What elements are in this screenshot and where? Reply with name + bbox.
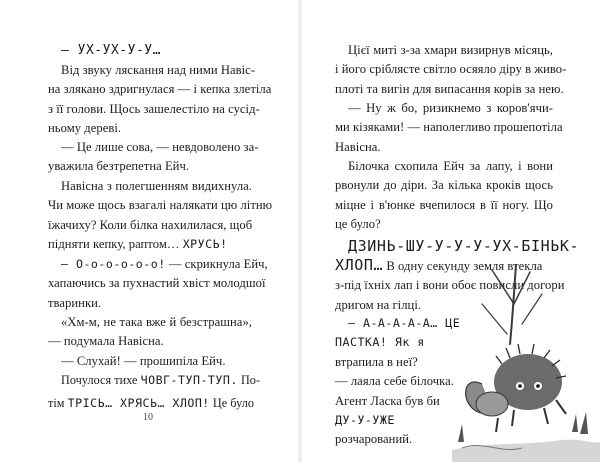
ground bbox=[452, 440, 600, 462]
paragraph-2: Від звуку ляскання над ними Навіс- на злякано здригнулася — і кепка злетіла з її голови. Щось зашелестіло на сусід- ньому дереві. bbox=[48, 63, 272, 136]
sfx-scream: — О-о-о-о-о-о! bbox=[61, 257, 166, 271]
squirrel-hedgehog-trap-illustration bbox=[452, 264, 600, 462]
sfx-crash: ТРІСЬ… ХРЯСЬ… ХЛОП! bbox=[67, 396, 210, 410]
right-paragraph-3: Білочка схопила Ейч за лапу, і вони рвонули до діри. За кілька кроків щось міцне і в'юнке вчепилося в її ногу. Що це було? bbox=[335, 159, 553, 232]
sound-effect-line-2: ХЛОП… bbox=[335, 256, 384, 274]
sound-effect-line-1: ДЗИНЬ-ШУ-У-У-У-УХ-БІНЬК- bbox=[348, 237, 580, 255]
paragraph-1: — УХ-УХ-У-У… bbox=[61, 43, 161, 58]
paragraph-8: Почулося тихе ЧОВГ-ТУП-ТУП. По- bbox=[61, 373, 261, 387]
branch-lines bbox=[492, 270, 530, 304]
paragraph-8-cont: тім ТРІСЬ… ХРЯСЬ… ХЛОП! Це було bbox=[48, 396, 254, 410]
paragraph-3: — Це лише сова, — невдоволено за- уважила безтрепетна Ейч. bbox=[48, 140, 259, 174]
trap-rope bbox=[510, 264, 516, 344]
right-paragraph-1: Цієї миті з-за хмари визирнув місяць, і його сріблясте світло осяяло діру в живо- плоті та вигін для випасання корів за нею. bbox=[335, 43, 567, 96]
sfx-steps: ЧОВГ-ТУП-ТУП. bbox=[140, 373, 238, 387]
paragraph-5: — О-о-о-о-о-о! — скрикнула Ейч, хапаючись за пухнастий хвіст молодшої тваринки. bbox=[48, 257, 268, 310]
squirrel-body bbox=[476, 392, 508, 416]
paragraph-7: — Слухай! — прошипіла Ейч. bbox=[61, 354, 226, 368]
right-paragraph-2: — Ну ж бо, ризикнемо з коров'ячи- ми кізяками! — наполегливо прошепотіла Навісна. bbox=[335, 101, 563, 154]
sfx-crack: ХРУСЬ! bbox=[182, 237, 228, 252]
right-paragraph-4: ХЛОП… В одну секунду земля втекла з-під їхніх лап і вони обоє повисли догори дригом на гілці. bbox=[335, 256, 565, 312]
grass-tufts bbox=[458, 412, 588, 442]
right-paragraph-5: — А-А-А-А-А… ЦЕ ПАСТКА! Як я втрапила в неї? — лаяла себе білочка. Агент Ласка був би ДУ-У-УЖЕ розчарований. bbox=[335, 316, 461, 447]
paragraph-4: Навісна з полегшенням видихнула. Чи може щось взагалі налякати цю літню їжачиху? Коли білка нахилилася, щоб підняти кепку, раптом… ХРУСЬ! bbox=[48, 179, 273, 252]
paragraph-6: «Хм-м, не така вже й безстрашна», — подумала Навісна. bbox=[48, 315, 252, 349]
page-number: 10 bbox=[143, 412, 153, 423]
